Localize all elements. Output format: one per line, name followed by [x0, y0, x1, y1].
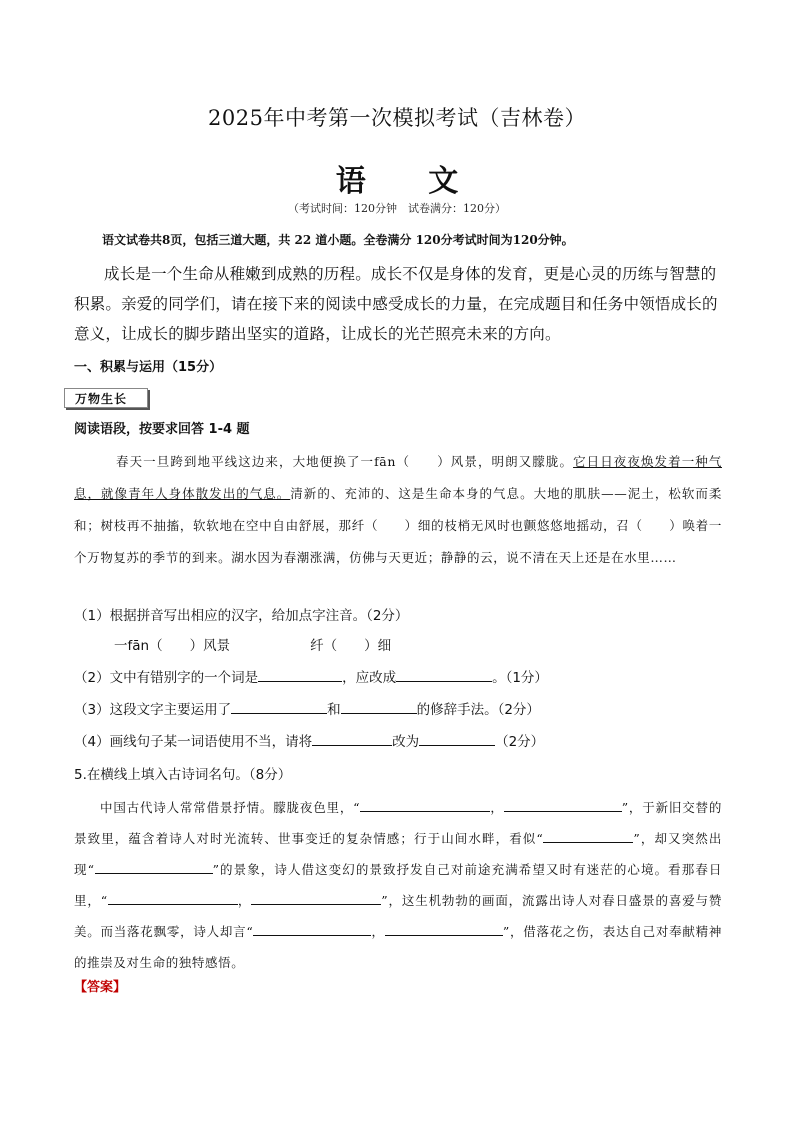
answer-blank[interactable]	[253, 922, 371, 936]
passage-text: 春天一旦跨到地平线这边来，大地便换了一fān（ ）风景，明朗又朦胧。	[116, 454, 574, 469]
question-3: （3）这段文字主要运用了 和 的修辞手法。（2分）	[74, 702, 540, 718]
section-heading: 一、积累与运用（15分）	[74, 360, 223, 375]
exam-info: （考试时间：120分钟 试卷满分：120分）	[288, 202, 506, 215]
answer-blank[interactable]	[108, 891, 238, 905]
underlined-sentence: 它日日夜夜焕发着一种气息，就像青年人身体散发出的气息。	[74, 454, 722, 501]
subject-title: 语 文	[335, 164, 485, 199]
passage-text: 清新的、充沛的、这是生命本身的气息。大地的肌肤——泥土，松软而柔和；树枝再不抽搐，软软地在空中自由舒展，那纤（ ）细的枝梢无风时也颤悠悠地摇动，召（ ）唤着一个万物复苏的季节的到来。湖水因为春潮涨满，仿佛与天更近；静静的云，说不清在天上还是在水里……	[74, 486, 722, 565]
answer-blank[interactable]	[231, 700, 327, 714]
exam-notice: 语文试卷共8页，包括三道大题，共 22 道小题。全卷满分 120分考试时间为120分钟。	[102, 233, 574, 247]
answer-blank[interactable]	[385, 922, 503, 936]
answer-blank[interactable]	[95, 860, 213, 874]
question-2: （2）文中有错别字的一个词是 ，应改成 。（1分）	[74, 670, 548, 686]
question-1: （1）根据拼音写出相应的汉字，给加点字注音。（2分）	[74, 608, 409, 624]
answer-blank[interactable]	[312, 732, 392, 746]
answer-label: 【答案】	[74, 980, 127, 995]
reading-instruction: 阅读语段，按要求回答 1-4 题	[74, 422, 250, 437]
answer-blank[interactable]	[543, 829, 633, 843]
question-5: 5.在横线上填入古诗词名句。（8分）	[74, 767, 292, 783]
answer-blank[interactable]	[419, 732, 495, 746]
question-4: （4）画线句子某一词语使用不当，请将 改为 （2分）	[74, 734, 545, 750]
theme-box-label: 万物生长	[64, 388, 148, 408]
answer-blank[interactable]	[341, 700, 417, 714]
answer-blank[interactable]	[360, 798, 490, 812]
answer-blank[interactable]	[251, 891, 381, 905]
poem-fill-paragraph: 中国古代诗人常常借景抒情。朦胧夜色里，“ ， ”，于新旧交替的景致里，蕴含着诗人对时光流转、世事变迁的复杂情感；行于山间水畔，看似“ ”，却又突然出现“ ”的景象，诗人借这变幻的景致抒发自己对前途充满希望又时有迷茫的心境。看那春日里，“ ， ”，这生机勃勃的画面，流露出诗人对春日盛景的喜爱与赞美。而当落花飘零，诗人却言“ ， ”，借落花之伤，表达自己对奉献精神的推崇及对生命的独特感悟。	[74, 800, 722, 970]
page-title: 2025年中考第一次模拟考试（吉林卷）	[208, 106, 586, 130]
q1-item-1: 一fān（ ）风景	[114, 638, 231, 654]
question-1-items	[74, 634, 762, 654]
answer-blank[interactable]	[258, 668, 342, 682]
answer-blank[interactable]	[396, 668, 492, 682]
answer-blank[interactable]	[504, 798, 622, 812]
intro-paragraph: 成长是一个生命从稚嫩到成熟的历程。成长不仅是身体的发育，更是心灵的历练与智慧的积累。亲爱的同学们，请在接下来的阅读中感受成长的力量，在完成题目和任务中领悟成长的意义，让成长的脚步踏出坚实的道路，让成长的光芒照亮未来的方向。	[74, 265, 718, 343]
reading-passage	[74, 446, 722, 574]
q1-item-2: 纤（ ）细	[310, 638, 392, 654]
